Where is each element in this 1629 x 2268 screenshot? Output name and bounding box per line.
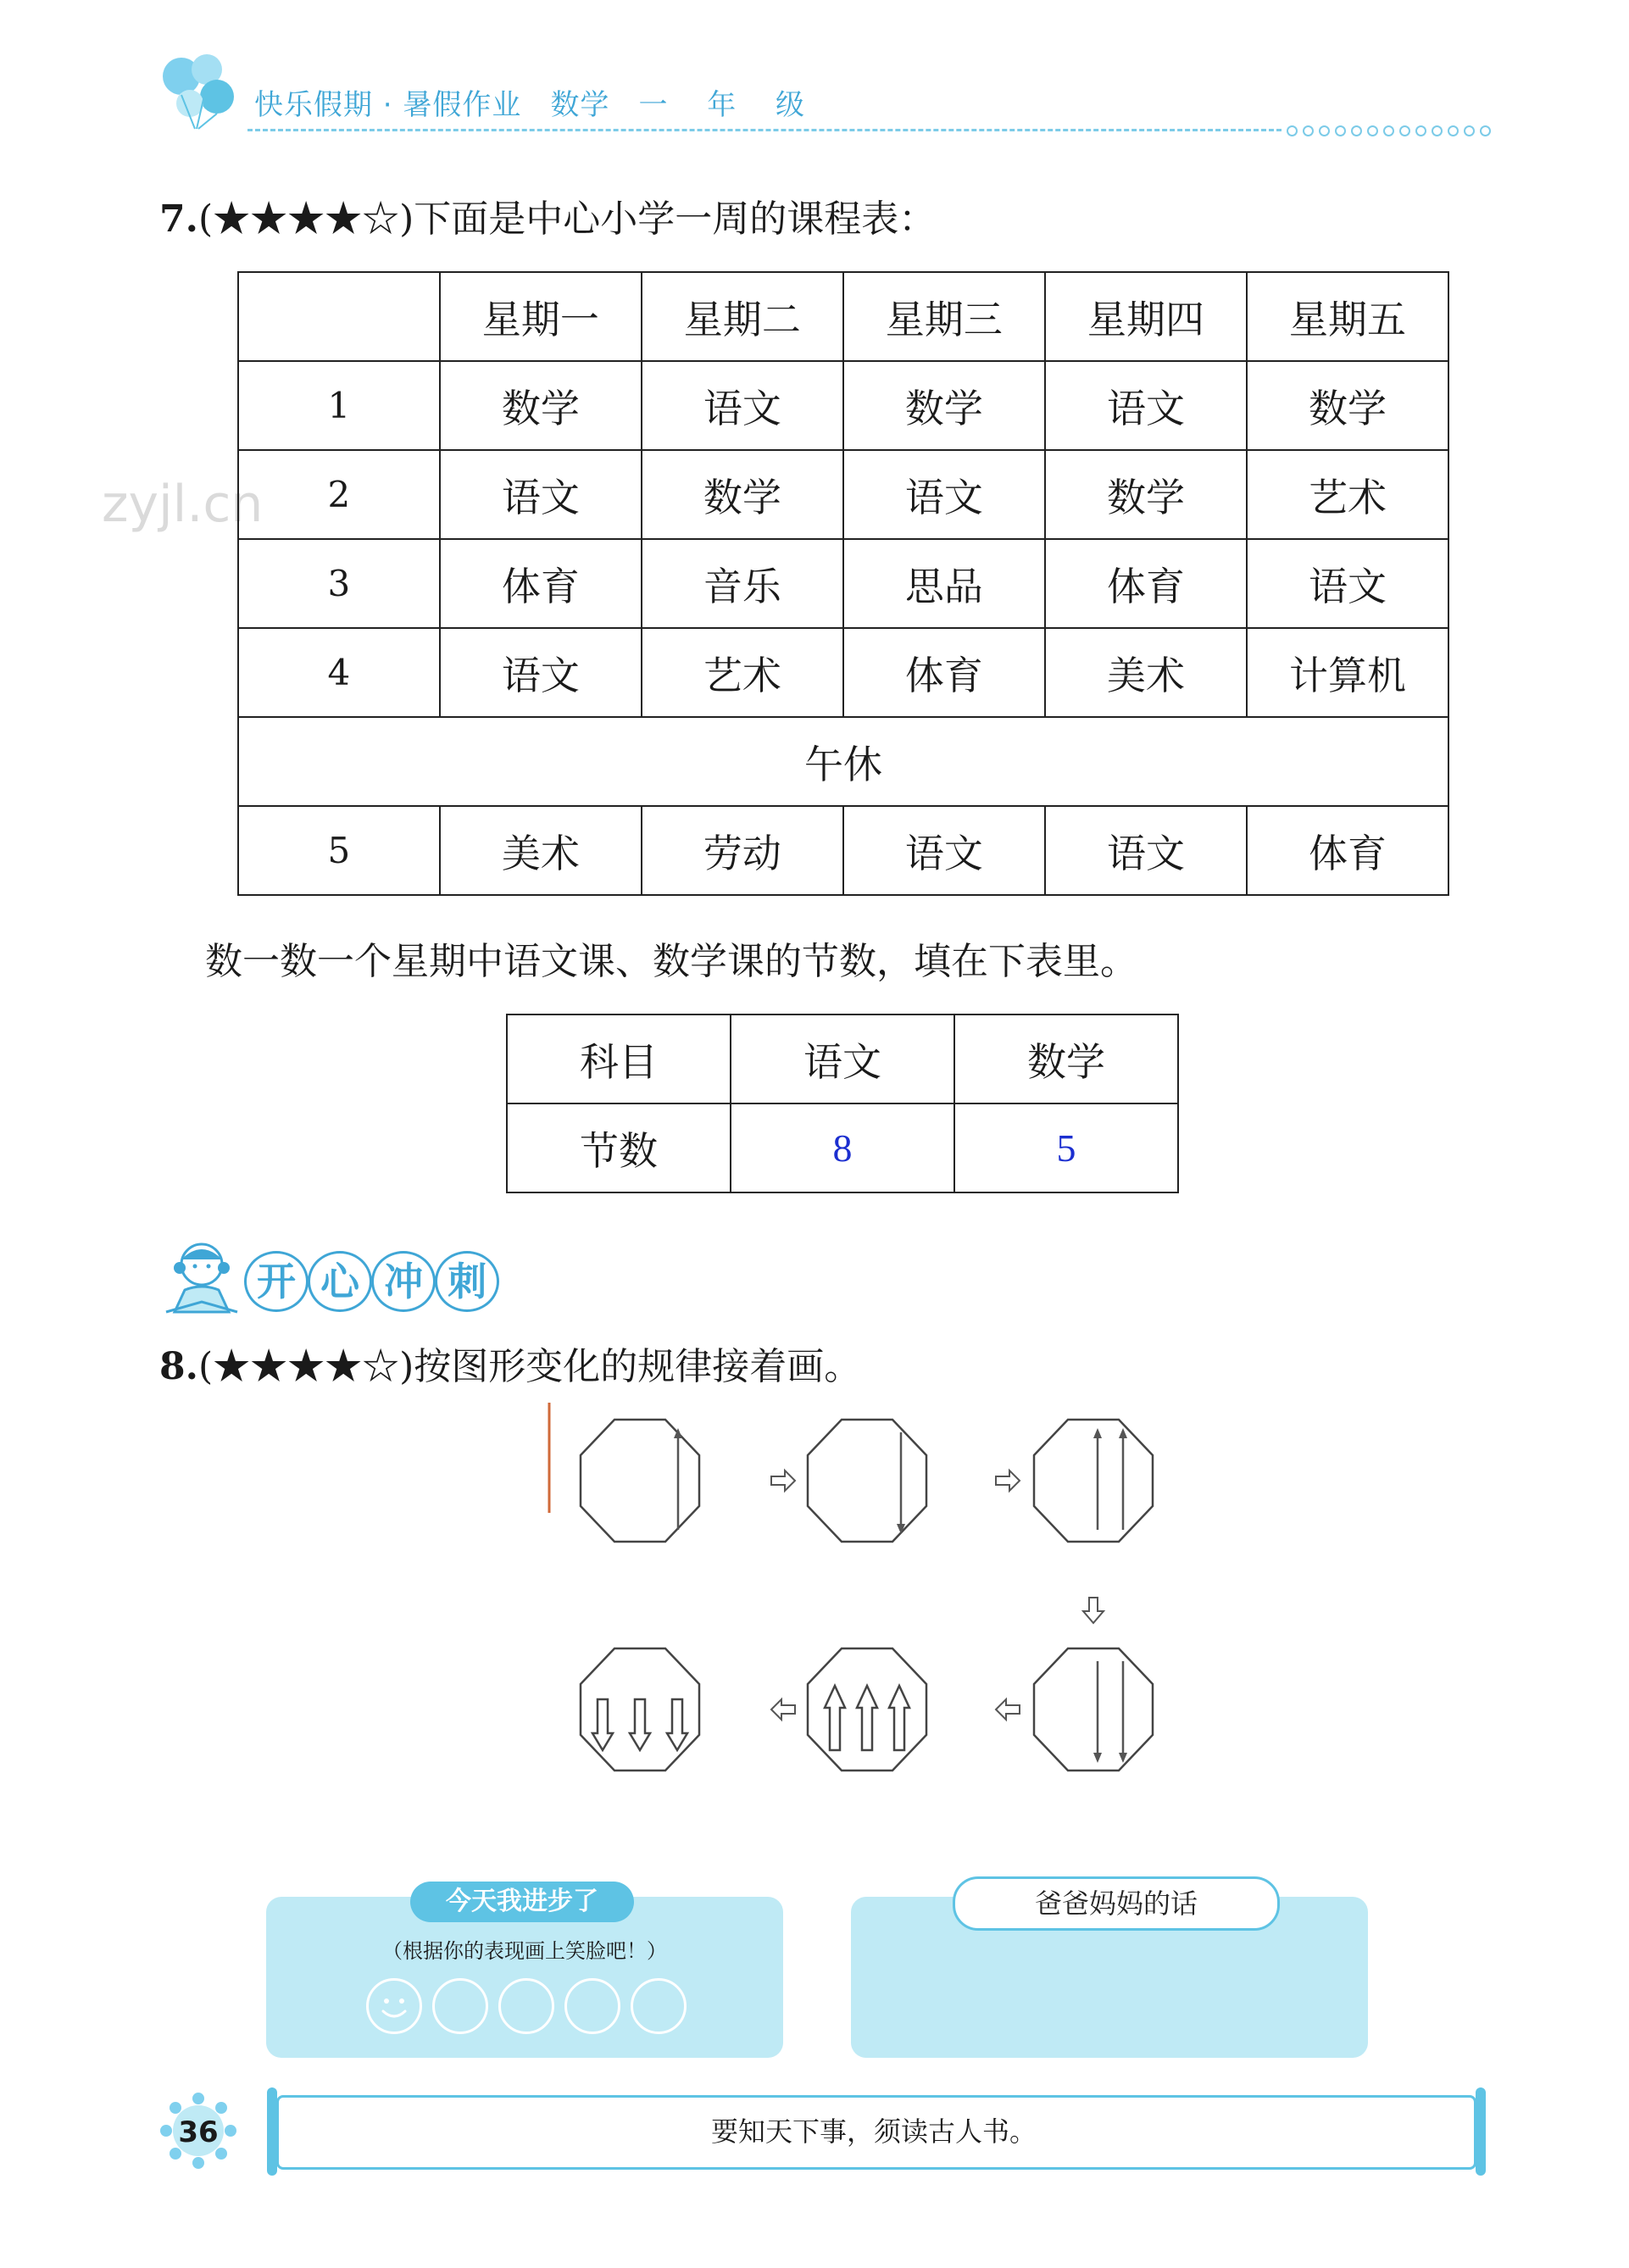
- class-cell: 语文: [1045, 806, 1247, 895]
- class-cell: 语文: [843, 450, 1045, 539]
- count-answer-row: [507, 1103, 1178, 1192]
- question-7-rating: (★★★★☆): [197, 197, 414, 241]
- schedule-row: [238, 806, 1448, 895]
- class-cell: 语文: [642, 361, 843, 450]
- class-cell: 数学: [440, 361, 642, 450]
- class-cell: 体育: [1247, 806, 1448, 895]
- right-arrow-icon: [771, 1470, 795, 1491]
- header-series: 快乐假期 · 暑假作业: [254, 88, 522, 122]
- down-arrow-icon: [1083, 1598, 1104, 1623]
- empty-smiley-slot[interactable]: [564, 1978, 620, 2034]
- header-divider: [247, 129, 1282, 131]
- header-subject: 数学: [550, 88, 610, 122]
- schedule-corner-cell: [238, 272, 440, 361]
- page-number: 36: [178, 2115, 219, 2149]
- period-number: 3: [238, 539, 440, 628]
- question-8: [159, 1336, 861, 1390]
- section-heading-char: 开: [244, 1251, 309, 1312]
- question-7-text: 下面是中心小学一周的课程表：: [414, 197, 937, 241]
- count-label: 节数: [507, 1103, 731, 1192]
- class-cell: 艺术: [642, 628, 843, 717]
- period-number: 4: [238, 628, 440, 717]
- class-cell: 体育: [1045, 539, 1247, 628]
- octagon-6: [581, 1648, 699, 1770]
- section-heading-char: 刺: [435, 1251, 499, 1312]
- lunch-cell: 午休: [238, 717, 1448, 806]
- class-cell: 思品: [843, 539, 1045, 628]
- schedule-row: [238, 628, 1448, 717]
- question-7: [159, 188, 936, 242]
- question-8-number: 8.: [159, 1345, 198, 1388]
- class-cell: 艺术: [1247, 450, 1448, 539]
- left-arrow-icon: [996, 1699, 1020, 1720]
- schedule-row: [238, 361, 1448, 450]
- period-number: 1: [238, 361, 440, 450]
- empty-smiley-slot[interactable]: [432, 1978, 488, 2034]
- question-8-rating: (★★★★☆): [197, 1345, 414, 1388]
- section-heading: [244, 1251, 494, 1312]
- class-cell: 语文: [843, 806, 1045, 895]
- class-cell: 语文: [440, 628, 642, 717]
- class-cell: 美术: [440, 806, 642, 895]
- octagon-5: [808, 1648, 926, 1770]
- class-cell: 体育: [440, 539, 642, 628]
- motto-text: 要知天下事，须读古人书。: [710, 2115, 1037, 2148]
- class-cell: 劳动: [642, 806, 843, 895]
- smiley-row: [366, 1978, 697, 2034]
- octagon-1: [581, 1420, 699, 1542]
- header-grade: 一 年 级: [638, 88, 820, 122]
- class-cell: 数学: [843, 361, 1045, 450]
- count-instruction: 数一数一个星期中语文课、数学课的节数，填在下表里。: [205, 940, 1137, 983]
- class-cell: 数学: [642, 450, 843, 539]
- lesson-count-table: [506, 1014, 1179, 1193]
- section-heading-char: 冲: [371, 1251, 436, 1312]
- subject-name: 数学: [954, 1014, 1178, 1103]
- parents-panel-title: 爸爸妈妈的话: [953, 1876, 1280, 1931]
- right-arrow-icon: [996, 1470, 1020, 1491]
- octagon-4: [1034, 1648, 1153, 1770]
- question-7-number: 7.: [159, 197, 198, 241]
- schedule-row: [238, 539, 1448, 628]
- empty-smiley-slot[interactable]: [631, 1978, 687, 2034]
- subject-name: 语文: [731, 1014, 954, 1103]
- class-cell: 数学: [1045, 450, 1247, 539]
- left-arrow-icon: [771, 1699, 795, 1720]
- class-cell: 数学: [1247, 361, 1448, 450]
- question-8-text: 按图形变化的规律接着画。: [414, 1345, 862, 1388]
- class-cell: 体育: [843, 628, 1045, 717]
- progress-panel-title: 今天我进步了: [410, 1882, 634, 1922]
- empty-smiley-slot[interactable]: [498, 1978, 554, 2034]
- schedule-table: [237, 271, 1449, 896]
- math-count-answer[interactable]: 5: [954, 1103, 1178, 1192]
- watermark: zyjl.cn: [102, 475, 264, 534]
- schedule-day: 星期二: [642, 272, 843, 361]
- pattern-figure: [542, 1403, 1237, 1839]
- section-heading-char: 心: [308, 1251, 372, 1312]
- period-number: 5: [238, 806, 440, 895]
- schedule-day: 星期四: [1045, 272, 1247, 361]
- class-cell: 语文: [440, 450, 642, 539]
- schedule-row: [238, 450, 1448, 539]
- header-title: [254, 81, 848, 123]
- class-cell: 语文: [1247, 539, 1448, 628]
- balloons-icon: [151, 44, 244, 137]
- class-cell: 语文: [1045, 361, 1247, 450]
- octagon-3: [1034, 1420, 1153, 1542]
- schedule-day: 星期五: [1247, 272, 1448, 361]
- header-dots: [1287, 124, 1496, 140]
- class-cell: 美术: [1045, 628, 1247, 717]
- schedule-day: 星期一: [440, 272, 642, 361]
- progress-panel-hint: （根据你的表现画上笑脸吧！）: [382, 1939, 667, 1963]
- lunch-row: [238, 717, 1448, 806]
- period-number: 2: [238, 450, 440, 539]
- class-cell: 音乐: [642, 539, 843, 628]
- chinese-count-answer[interactable]: 8: [731, 1103, 954, 1192]
- octagon-2: [808, 1420, 926, 1542]
- subject-label: 科目: [507, 1014, 731, 1103]
- girl-reading-icon: [159, 1234, 242, 1319]
- count-header-row: [507, 1014, 1178, 1103]
- schedule-day: 星期三: [843, 272, 1045, 361]
- smiley-face-icon[interactable]: [366, 1978, 422, 2034]
- schedule-header-row: [238, 272, 1448, 361]
- class-cell: 计算机: [1247, 628, 1448, 717]
